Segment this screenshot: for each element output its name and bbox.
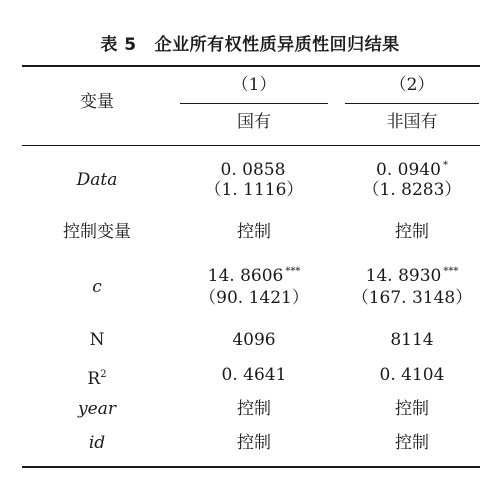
- r2-col2: 0. 4104: [379, 365, 445, 385]
- r2-col1: 0. 4641: [221, 365, 287, 385]
- year-col2: 控制: [395, 399, 429, 419]
- row-label-controls: 控制变量: [63, 222, 131, 242]
- data-col2-coef-value: 0. 0940: [376, 160, 441, 180]
- row-label-r2: [22, 365, 172, 389]
- table-title: [0, 30, 500, 55]
- table-caption: 企业所有权性质异质性回归结果: [154, 35, 400, 55]
- controls-col2: 控制: [395, 222, 429, 242]
- id-col2: 控制: [395, 433, 429, 453]
- data-col1-tstat: （1. 1116）: [204, 180, 304, 200]
- col1-header-rule: [180, 103, 328, 104]
- col1-number-header: （1）: [231, 75, 277, 95]
- controls-col1: 控制: [237, 222, 271, 242]
- id-col1: 控制: [237, 433, 271, 453]
- row-label-c: c: [92, 277, 102, 297]
- row-label-year: year: [78, 399, 116, 419]
- data-col2-coef: [345, 156, 479, 180]
- c-col2-coef-value: 14. 8930: [365, 266, 442, 286]
- c-col1-significance: ***: [285, 266, 301, 277]
- data-col1-coef-value: 0. 0858: [220, 160, 286, 180]
- row-label-id: id: [88, 433, 106, 453]
- data-col2-tstat: （1. 8283）: [362, 180, 462, 200]
- row-label-data: Data: [76, 170, 118, 190]
- variable-header: 变量: [80, 92, 114, 112]
- c-col1-coef: [180, 262, 328, 286]
- n-col2: 8114: [390, 330, 434, 350]
- row-label-n: N: [89, 330, 105, 350]
- col2-header-rule: [345, 103, 479, 104]
- data-col1-coef: [180, 156, 328, 180]
- year-col1: 控制: [237, 399, 271, 419]
- c-col2-coef: [345, 262, 479, 286]
- c-col2-significance: ***: [443, 266, 459, 277]
- header-rule: [22, 145, 480, 146]
- top-rule: [22, 65, 480, 67]
- c-col1-tstat: （90. 1421）: [199, 288, 309, 308]
- c-col1-coef-value: 14. 8606: [207, 266, 284, 286]
- c-col2-tstat: （167. 3148）: [351, 288, 473, 308]
- table-number: 表 5: [100, 35, 137, 55]
- r2-label-superscript: 2: [100, 369, 107, 380]
- bottom-rule: [22, 466, 480, 468]
- col1-name-header: 国有: [237, 112, 271, 132]
- data-col2-significance: *: [442, 160, 448, 171]
- n-col1: 4096: [232, 330, 276, 350]
- r2-label-base: R: [87, 369, 101, 389]
- col2-number-header: （2）: [389, 75, 435, 95]
- col2-name-header: 非国有: [386, 112, 438, 132]
